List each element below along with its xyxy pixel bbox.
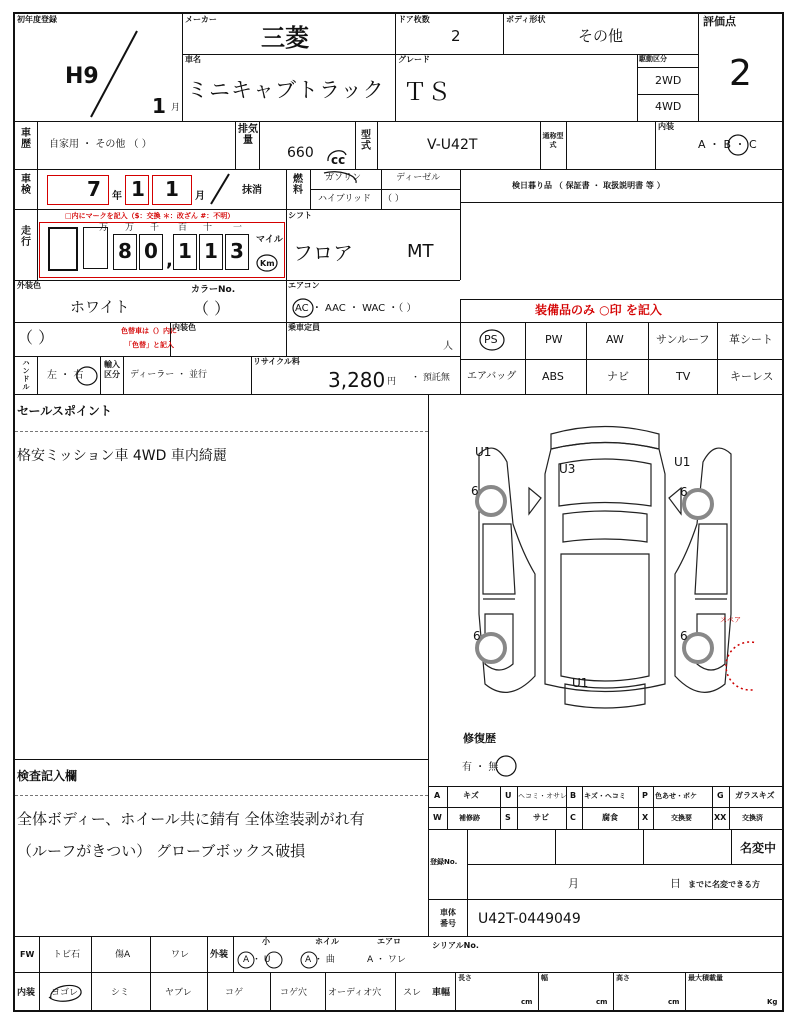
circle-mark-gasoline [318,169,362,189]
drive-2wd: 2WD [655,74,682,87]
interior-item: コゲ [225,988,244,998]
inspection-month2: 1 [165,177,179,201]
legend-code: P [642,791,648,800]
sales-points-text: 格安ミッション車 4WD 車内綺麗 [17,448,227,464]
import-label: 輸入 区分 [104,360,120,379]
legend-code: A [434,791,441,800]
handle-label: ハ ン ド ル [22,359,30,391]
circle-mark-dirt [45,979,85,1007]
color-change-note: 「色替」と記入 [125,341,174,349]
mileage-digit-box [83,227,108,269]
legend-code: G [717,791,724,800]
doors-label: ドア枚数 [398,15,430,24]
slash-divider [85,29,145,119]
first-reg-month: 1 [152,94,166,118]
repair-history-label: 修復歴 [463,732,496,745]
mileage-digit: 3 [225,234,249,270]
serial-label: シリアルNo. [432,941,479,950]
legend-desc: ヘコミ・オサレ [518,792,567,800]
deposit-none: ・ 預託無 [411,373,450,383]
legend-desc: キズ・ヘコミ [584,792,626,800]
car-damage-diagram [455,414,755,714]
legend-code: X [642,813,649,822]
score-label: 評価点 [703,15,736,28]
legend-code: S [505,813,511,822]
repair-history-options: 有 ・ 無 [462,762,499,773]
aero-label: エアロ [377,937,401,946]
aero-options: A ・ ワレ [367,955,406,965]
damage-mark: U1 [674,455,691,469]
name-change-label: 名変中 [740,841,777,855]
equip-leather: 革シート [729,333,773,346]
wheel-options: A ・ 曲 [305,955,335,965]
equip-sunroof: サンルーフ [656,333,710,346]
interior-grade: A ・ B ・ C [698,138,757,151]
fw-item: 傷A [115,950,131,960]
grade-value: ＴＳ [403,78,451,106]
grade-label: グレード [398,55,430,64]
fuel-gasoline: ガソリン [325,173,362,183]
cm-unit: cm [521,998,533,1006]
color-change-value: （ ） [17,328,55,347]
history-label: 車歴 [21,128,31,150]
width-label: 幅 [541,974,548,982]
equip-abs: ABS [542,370,564,383]
first-reg-label: 初年度登録 [17,15,57,24]
score-value: 2 [729,53,752,94]
mileage-comma: , [166,250,173,271]
circle-mark-wheel [298,948,320,970]
equip-airbag: エアバッグ [467,371,517,382]
circle-mark-cc [325,145,349,167]
legend-desc: 交換済 [742,814,763,822]
ac-label: エアコン [288,281,320,290]
legend-code: C [570,813,576,822]
interior-item: オーディオ穴 [328,988,382,998]
inspection-year: 7 [87,177,101,201]
circle-mark-small [236,948,284,970]
yen-unit: 円 [387,377,397,387]
km-unit: Km [260,259,275,268]
inspection-notes-line2: （ルーフがきつい） グローブボックス破損 [17,842,306,860]
wheel-label: ホイル [315,937,339,946]
cc-unit: cc [331,153,346,167]
sales-points-label: セールスポイント [17,404,112,418]
handle-value: 左 ・ 右 [47,370,84,381]
mile-unit: マイル [256,235,283,245]
fuel-hybrid: ハイブリッド [318,194,372,204]
deadline-text: までに名変できる方 [688,880,760,889]
small-label: 小 [262,937,270,946]
first-reg-month-unit: 月 [171,103,181,113]
fuel-diesel: ディーゼル [396,173,441,183]
displacement-label: 排気量 [238,124,258,146]
legend-desc: 交換要 [671,814,692,822]
exterior-color-label: 外装色 [17,281,41,290]
color-change-note: 色替車は（）内に [121,327,177,335]
height-label: 高さ [616,974,630,982]
import-value: ディーラー ・ 並行 [130,370,208,380]
circle-mark-ps [477,328,507,352]
legend-desc: 色あせ・ボケ [655,792,697,800]
reg-no-label: 登録No. [430,858,458,866]
deadline-day: 日 [670,877,681,890]
legend-code: W [433,813,442,822]
inspection-month1: 1 [131,177,145,201]
maker-label: メーカー [185,15,217,24]
equip-pw: PW [545,333,563,346]
drive-label: 駆動区分 [639,55,667,63]
equipment-header: 装備品のみ ○印 を記入 [535,303,662,317]
kg-unit: Kg [767,998,778,1006]
mileage-note: □内にマークを記入（$：交換 ＊：改ざん #：不明） [65,212,235,220]
interior-item: スレ [403,988,422,998]
color-no-value: （ ） [193,299,231,318]
legend-desc: 腐食 [602,813,618,822]
transmission-value: MT [407,241,434,262]
circle-mark-right [75,364,99,388]
interior-color-label: 内装色 [172,323,196,332]
circle-mark-km [255,253,279,273]
car-name-label: 車名 [185,55,201,64]
history-options: 自家用 ・ その他 （ ） [49,139,152,150]
dims-label: 車幅 [432,988,451,998]
damage-mark: U1 [475,445,492,459]
inspection-notes-label: 検査記入欄 [17,769,78,783]
place-label: 十 [203,223,213,233]
length-label: 長さ [458,974,472,982]
interior-item: ヨゴレ [51,988,79,998]
displacement-value: 660 [287,145,314,161]
place-label: 百 [178,223,188,233]
interior-label: 内装 [658,122,674,131]
body-type-label: ボディ形状 [506,15,546,24]
legend-code: B [570,791,577,800]
cancel-label: 抹消 [242,185,262,196]
legend-desc: 補修跡 [459,814,480,822]
first-reg-year: H9 [65,64,99,89]
maker-value: 三菱 [261,24,309,52]
damage-mark: U1 [572,676,589,690]
inspection-notes-line1: 全体ボディー、ホイール共に錆有 全体塗装剥がれ有 [17,810,365,828]
mileage-digit: 8 [113,234,137,270]
slash-mark [207,172,233,206]
recycle-label: リサイクル料 [253,357,300,366]
color-no-label: カラーNo. [191,285,236,295]
cm-unit: cm [668,998,680,1006]
place-label: 万 [125,223,135,233]
circle-mark-none [494,754,518,778]
deadline-month: 月 [568,877,579,890]
year-unit: 年 [112,191,122,202]
month-unit: 月 [195,191,205,202]
auction-inspection-sheet [13,12,784,1012]
legend-desc: ガラスキズ [735,791,775,800]
doors-value: 2 [451,27,461,45]
place-label: 万 [99,223,109,233]
fuel-other: （ ） [383,194,404,204]
capacity-unit: 人 [443,341,453,352]
damage-mark: 6 [680,485,688,499]
shift-value: フロア [293,241,353,265]
damage-mark: 6 [471,484,479,498]
equip-ps: PS [484,333,498,346]
drive-4wd: 4WD [655,100,682,113]
circle-mark-ac [291,297,315,319]
exterior-check-label: 外装 [210,950,229,960]
equip-keyless: キーレス [730,370,774,383]
legend-desc: サビ [533,813,549,822]
fuel-label: 燃 料 [293,174,303,196]
legend-code: XX [714,813,727,822]
max-load-label: 最大積載量 [688,974,723,982]
shift-label: シフト [288,211,312,220]
fw-item: ワレ [171,950,190,960]
fw-item: トビ石 [53,950,81,960]
mileage-digit: 0 [139,234,163,270]
mileage-label: 走行 [21,226,31,248]
chassis-number: U42T-0449049 [478,911,581,927]
damage-mark: 6 [473,629,481,643]
small-options: A ・ U [243,955,271,965]
legend-code: U [505,791,512,800]
exterior-color: ホワイト [70,298,130,316]
equip-tv: TV [676,370,691,383]
damage-mark: U3 [559,462,576,476]
model-value: V-U42T [427,137,478,153]
equip-aw: AW [606,333,624,346]
damage-mark: 6 [680,629,688,643]
car-name-value: ミニキャブトラック [187,78,385,102]
place-label: 千 [150,223,160,233]
model-label: 型式 [361,130,371,152]
interior-item: ヤブレ [165,988,192,998]
capacity-label: 乗車定員 [288,323,320,332]
body-type-value: その他 [578,27,624,45]
circle-mark-b [725,132,751,158]
mileage-digit: 1 [199,234,223,270]
inspection-label: 車検 [21,174,31,196]
interior-item: シミ [111,988,130,998]
mileage-digit: 1 [173,234,197,270]
legend-desc: キズ [463,791,479,800]
common-model-label: 通称型式 [542,132,564,149]
equip-navi: ナビ [607,370,629,383]
chassis-label: 車体 番号 [440,908,456,928]
mileage-digit-box [48,227,78,271]
interior-check-label: 内装 [17,988,36,998]
fw-label: FW [20,950,35,959]
cm-unit: cm [596,998,608,1006]
documents-label: 検日暮り品 （ 保証書 ・ 取扱説明書 等 ） [512,181,665,190]
ac-options: AC ・ AAC ・ WAC ・（ ） [295,303,417,314]
place-label: 一 [233,223,243,233]
interior-item: コゲ穴 [280,988,308,998]
recycle-fee: 3,280 [328,368,386,392]
spare-label: スペア [720,616,741,624]
